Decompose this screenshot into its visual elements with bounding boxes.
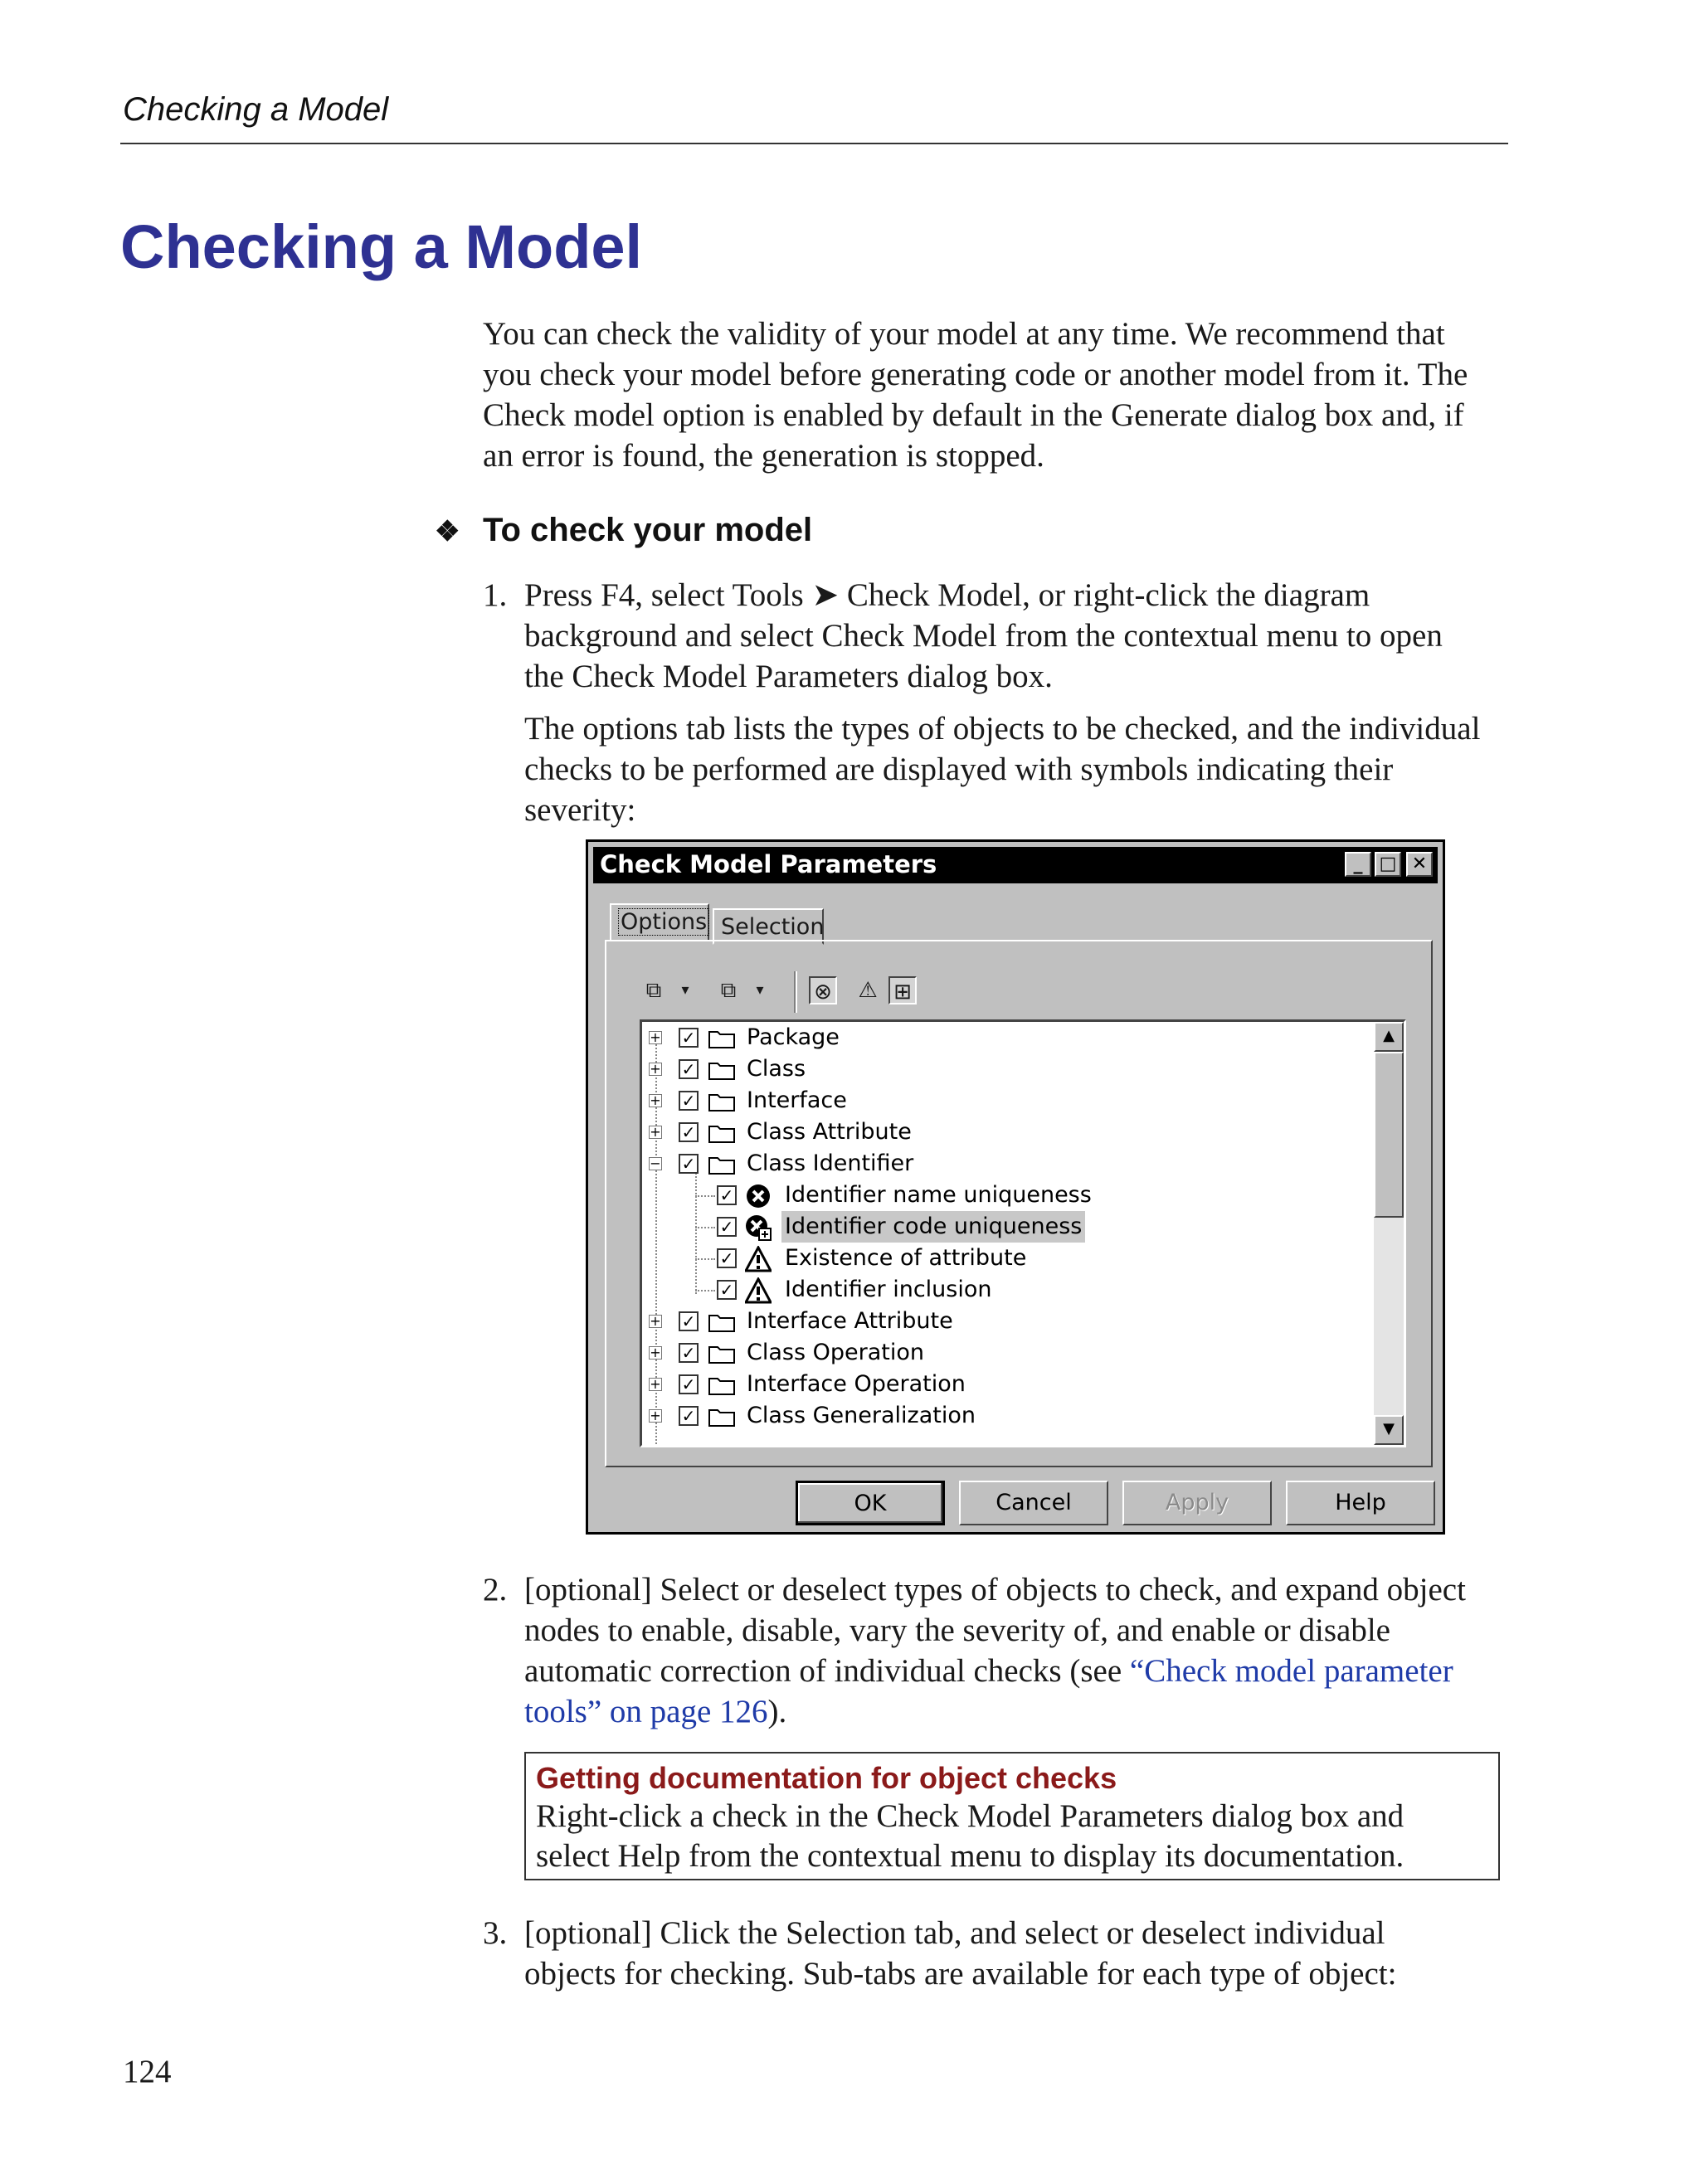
intro-line: you check your model before generating code or another model from it. The bbox=[483, 357, 1468, 392]
expand-icon[interactable]: + bbox=[650, 1408, 661, 1423]
checkbox[interactable]: ✓ bbox=[679, 1311, 699, 1331]
tree-item-label: Class Operation bbox=[747, 1340, 924, 1365]
expand-icon[interactable]: + bbox=[650, 1376, 661, 1392]
folder-icon bbox=[708, 1344, 735, 1364]
intro-line: You can check the validity of your model at any time. We recommend that bbox=[483, 316, 1445, 352]
checkbox[interactable]: ✓ bbox=[679, 1154, 699, 1174]
checkbox[interactable]: ✓ bbox=[679, 1091, 699, 1111]
expand-icon[interactable]: + bbox=[650, 1092, 661, 1108]
note-line: select Help from the contextual menu to display its documentation. bbox=[536, 1838, 1404, 1874]
tree-item-label: Package bbox=[747, 1024, 840, 1050]
tree-connector bbox=[695, 1170, 697, 1294]
step-line: severity: bbox=[524, 792, 636, 828]
tree-connector bbox=[695, 1290, 715, 1291]
folder-icon bbox=[708, 1060, 735, 1080]
dialog-title: Check Model Parameters bbox=[600, 850, 937, 878]
expand-icon[interactable]: + bbox=[650, 1313, 661, 1329]
tree-item-label: Interface bbox=[747, 1087, 847, 1113]
checkbox[interactable]: ✓ bbox=[717, 1185, 737, 1205]
checkbox[interactable]: ✓ bbox=[679, 1374, 699, 1394]
scroll-down-icon[interactable]: ▼ bbox=[1374, 1415, 1404, 1445]
checkbox[interactable]: ✓ bbox=[679, 1028, 699, 1048]
cross-reference-link[interactable]: tools” on page 126 bbox=[524, 1694, 768, 1729]
help-button[interactable]: Help bbox=[1286, 1481, 1435, 1525]
close-button[interactable]: ✕ bbox=[1406, 852, 1433, 877]
folder-icon bbox=[708, 1407, 735, 1427]
error-icon bbox=[745, 1183, 772, 1209]
procedure-heading bbox=[435, 512, 812, 549]
warning-severity-icon[interactable]: ⚠ bbox=[858, 978, 878, 1003]
step-1 bbox=[483, 575, 1512, 830]
checkbox[interactable]: ✓ bbox=[717, 1280, 737, 1300]
step-line: background and select Check Model from the contextual menu to open bbox=[524, 618, 1443, 654]
check-label: Identifier name uniqueness bbox=[785, 1182, 1092, 1208]
warning-icon bbox=[745, 1277, 772, 1304]
check-label: Existence of attribute bbox=[785, 1245, 1027, 1271]
page-number: 124 bbox=[123, 2054, 172, 2089]
step-number: 2. bbox=[483, 1572, 508, 1608]
deselect-all-icon[interactable]: ⧉ bbox=[720, 978, 737, 1003]
tree-connector bbox=[695, 1195, 715, 1197]
checkbox[interactable]: ✓ bbox=[679, 1406, 699, 1426]
intro-paragraph bbox=[483, 314, 1512, 476]
check-label: Identifier inclusion bbox=[785, 1277, 992, 1302]
expand-icon[interactable]: + bbox=[650, 1124, 661, 1140]
tree-connector bbox=[695, 1227, 715, 1228]
options-panel bbox=[605, 940, 1433, 1467]
dropdown-arrow-icon[interactable]: ▾ bbox=[681, 981, 689, 999]
tab-options-label: Options bbox=[618, 908, 709, 936]
error-severity-icon[interactable]: ⊗ bbox=[809, 976, 837, 1004]
folder-icon bbox=[708, 1092, 735, 1111]
tree-item-label: Class Identifier bbox=[747, 1150, 914, 1176]
expand-icon[interactable]: + bbox=[650, 1061, 661, 1077]
vertical-scrollbar[interactable] bbox=[1374, 1022, 1404, 1445]
step-line: checks to be performed are displayed with symbols indicating their bbox=[524, 752, 1394, 787]
folder-icon bbox=[708, 1123, 735, 1143]
step-line: [optional] Click the Selection tab, and select or deselect individual bbox=[524, 1915, 1385, 1951]
step-line: the Check Model Parameters dialog box. bbox=[524, 659, 1053, 694]
step-line: [optional] Select or deselect types of objects to check, and expand object bbox=[524, 1572, 1466, 1608]
step-text: ). bbox=[767, 1694, 787, 1729]
note-title: Getting documentation for object checks bbox=[536, 1761, 1117, 1795]
auto-fix-icon[interactable]: ⊞ bbox=[888, 976, 917, 1004]
tree-item-label: Class bbox=[747, 1056, 806, 1082]
step-3 bbox=[483, 1913, 1512, 1994]
step-number: 1. bbox=[483, 577, 508, 613]
step-line: nodes to enable, disable, vary the severity of, and enable or disable bbox=[524, 1612, 1390, 1648]
maximize-button[interactable]: □ bbox=[1375, 852, 1401, 877]
step-line: The options tab lists the types of objects to be checked, and the individual bbox=[524, 711, 1481, 747]
dropdown-arrow-icon[interactable]: ▾ bbox=[756, 981, 764, 999]
cancel-button[interactable]: Cancel bbox=[959, 1481, 1108, 1525]
step-number: 3. bbox=[483, 1915, 508, 1951]
expand-icon[interactable]: + bbox=[650, 1345, 661, 1360]
cross-reference-link[interactable]: “Check model parameter bbox=[1129, 1653, 1453, 1689]
scroll-up-icon[interactable]: ▲ bbox=[1374, 1022, 1404, 1052]
dialog-title-bar bbox=[593, 847, 1438, 883]
header-rule bbox=[120, 143, 1508, 144]
note-line: Right-click a check in the Check Model Parameters dialog box and bbox=[536, 1798, 1404, 1834]
step-line: objects for checking. Sub-tabs are available for each type of object: bbox=[524, 1956, 1397, 1992]
tree-item-label: Class Attribute bbox=[747, 1119, 912, 1145]
select-all-icon[interactable]: ⧉ bbox=[645, 978, 662, 1003]
checkbox[interactable]: ✓ bbox=[679, 1059, 699, 1079]
warning-icon bbox=[745, 1246, 772, 1272]
folder-icon bbox=[708, 1375, 735, 1395]
tab-selection[interactable]: Selection bbox=[713, 908, 824, 945]
step-line: Press F4, select Tools ➤ Check Model, or right-click the diagram bbox=[524, 577, 1370, 613]
note-box bbox=[524, 1752, 1500, 1880]
intro-line: Check model option is enabled by default in the Generate dialog box and, if bbox=[483, 397, 1464, 433]
error-autofix-icon bbox=[745, 1214, 772, 1241]
diamond-bullet-icon: ❖ bbox=[435, 516, 460, 547]
step-text: automatic correction of individual checks (see bbox=[524, 1653, 1130, 1689]
tree-item-label: Class Generalization bbox=[747, 1403, 976, 1428]
toolbar-separator bbox=[794, 971, 797, 1013]
check-label: Identifier code uniqueness bbox=[781, 1211, 1085, 1243]
running-header: Checking a Model bbox=[123, 91, 389, 128]
folder-icon bbox=[708, 1155, 735, 1175]
tab-options[interactable] bbox=[610, 903, 709, 940]
collapse-icon[interactable]: − bbox=[650, 1155, 661, 1171]
checkbox[interactable]: ✓ bbox=[717, 1248, 737, 1268]
step-line bbox=[524, 1651, 1512, 1691]
check-tree bbox=[640, 1019, 1406, 1447]
minimize-button[interactable]: _ bbox=[1345, 852, 1371, 877]
tree-item-label: Interface Operation bbox=[747, 1371, 966, 1397]
checkbox[interactable]: ✓ bbox=[679, 1122, 699, 1142]
scroll-thumb[interactable] bbox=[1374, 1052, 1404, 1218]
check-model-parameters-dialog bbox=[586, 839, 1445, 1535]
step-line bbox=[524, 1691, 1512, 1732]
apply-button[interactable]: Apply bbox=[1122, 1481, 1272, 1525]
folder-icon bbox=[708, 1029, 735, 1048]
page-title: Checking a Model bbox=[120, 212, 643, 281]
procedure-heading-text: To check your model bbox=[483, 512, 813, 548]
step-2 bbox=[483, 1569, 1512, 1732]
tree-connector bbox=[695, 1258, 715, 1260]
expand-icon[interactable]: + bbox=[650, 1029, 661, 1045]
checkbox[interactable]: ✓ bbox=[679, 1343, 699, 1363]
tree-item-label: Interface Attribute bbox=[747, 1308, 953, 1334]
folder-icon bbox=[708, 1312, 735, 1332]
ok-button[interactable]: OK bbox=[796, 1481, 945, 1525]
intro-line: an error is found, the generation is stopped. bbox=[483, 438, 1044, 474]
checkbox[interactable]: ✓ bbox=[717, 1217, 737, 1237]
